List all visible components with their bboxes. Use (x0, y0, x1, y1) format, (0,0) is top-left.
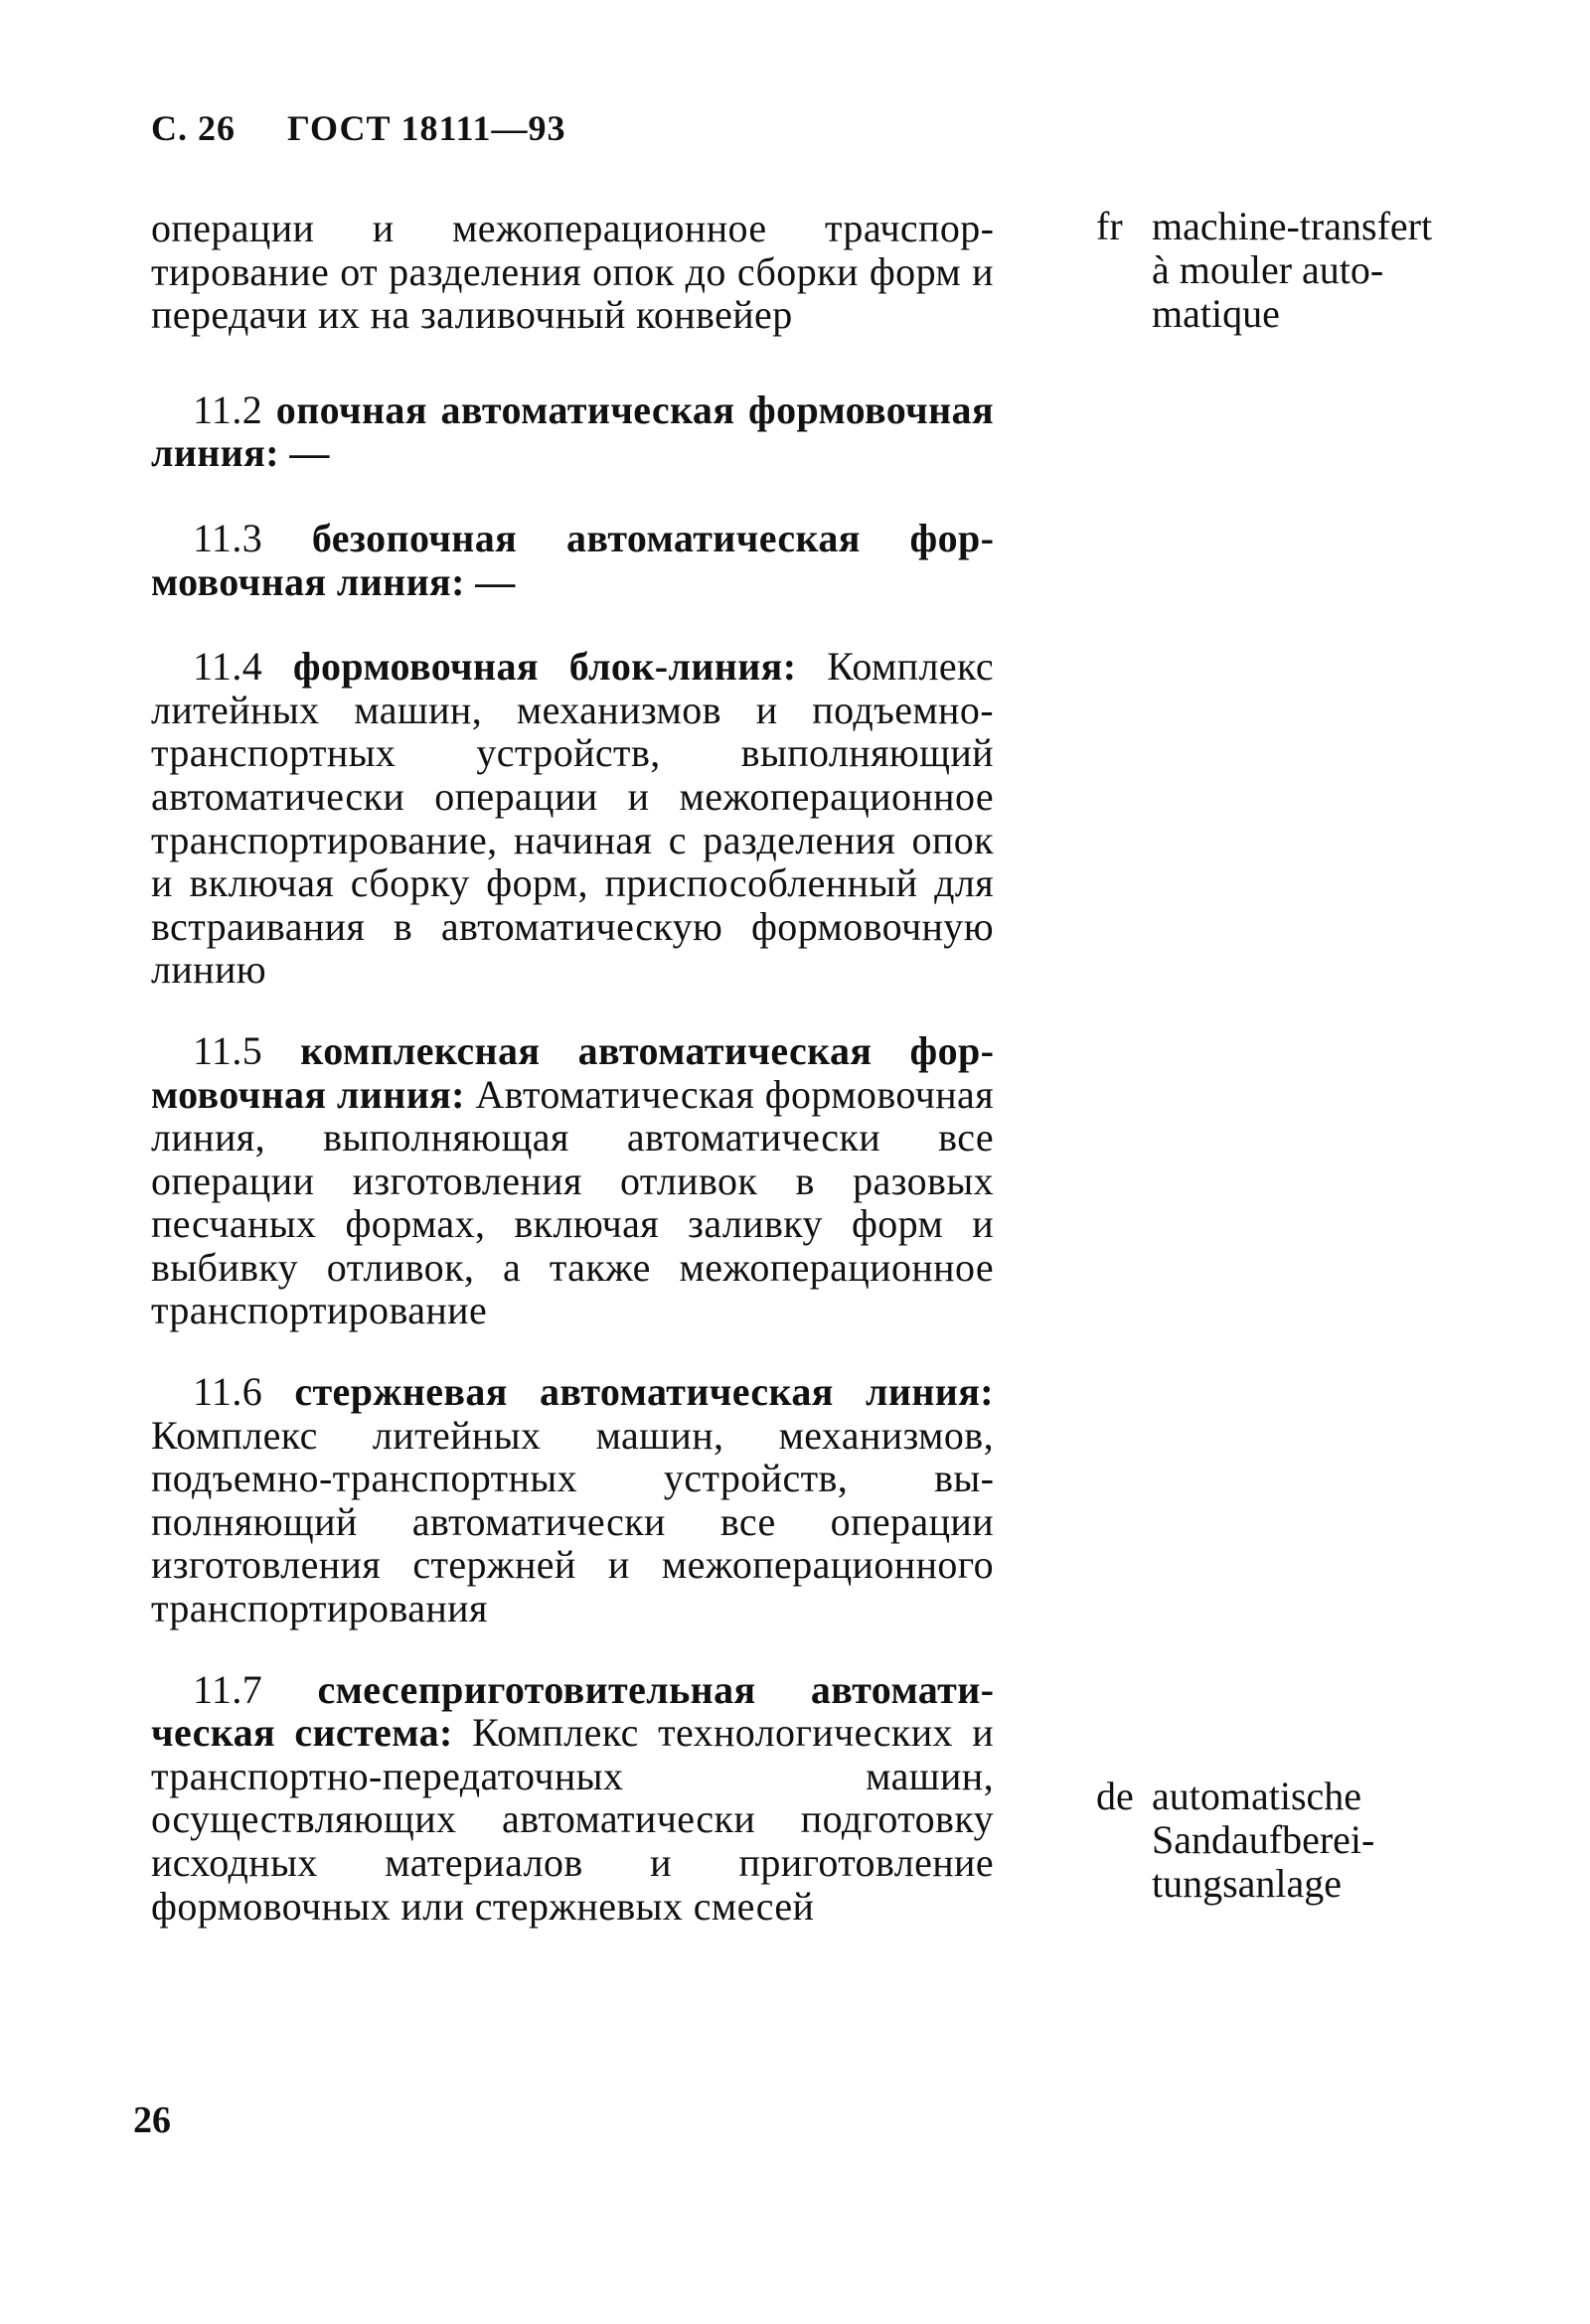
entry-number: 11.4 (193, 644, 263, 690)
entry-definition: — (464, 558, 516, 604)
german-equivalent (1096, 1775, 1474, 1906)
entry-definition: Комплекс литейных машин, механизмов и подъемно-транспортных устройств, выполняющий автоматически операции и межоперационное транспортирование, начиная с разделения опок и включая сборку форм, приспособленный для встраивания в автоматическую формовочную линию (151, 644, 994, 993)
entry-term: безопочная автоматическая формовочная линия: (151, 515, 994, 604)
entry-11-3 (151, 517, 994, 603)
entry-number: 11.5 (193, 1027, 263, 1073)
language-code-de: de (1096, 1774, 1134, 1818)
language-code-fr: fr (1096, 204, 1123, 248)
entry-term: стержневая автоматическая линия: (294, 1369, 994, 1415)
entry-term: опочная автоматическая формовочная линия: (151, 387, 994, 476)
entry-definition: Комплекс технологических и транспортно-передаточных машин, осуществляющих автоматически подготовку исходных материалов и приготовление формовочных или стержневых смесей (151, 1710, 995, 1929)
entry-11-6 (151, 1370, 994, 1630)
entry-number: 11.2 (193, 387, 263, 432)
german-term: automatische Sandaufberei- tungsanlage (1152, 1774, 1375, 1906)
page-number: 26 (133, 2099, 171, 2141)
entry-term: комплексная автоматическая формовочная линия: (151, 1027, 994, 1117)
french-equivalent (1096, 205, 1474, 336)
entry-11-7 (151, 1668, 994, 1929)
entry-11-2 (151, 388, 994, 475)
header-page-label: С. 26 (151, 108, 236, 148)
main-text-column (151, 207, 994, 1928)
entry-term: формовочная блок-линия: (292, 644, 797, 690)
french-term: machine-transfert à mouler auto- matique (1152, 204, 1433, 336)
intro-continuation: операции и межоперационное трачспортирование от разделения опок до сборки форм и передачи их на заливочный конвейер (151, 206, 994, 338)
entry-definition: Комплекс литейных машин, механизмов, подъемно-транспортных устройств, выполняющий автоматически все операции изготовления стержней и межоперационного транспортирования (151, 1412, 994, 1631)
entry-11-4 (151, 645, 994, 992)
entry-definition: — (278, 430, 330, 476)
entry-term: смесеприготовительная автоматическая система: (151, 1666, 994, 1756)
entry-number: 11.3 (193, 515, 263, 560)
entry-11-5 (151, 1029, 994, 1332)
entry-number: 11.7 (193, 1666, 263, 1712)
entry-definition: Автоматическая формовочная линия, выполняющая автоматически все операции изготовления отливок в разовых песчаных формах, включая заливку форм и выбивку отливок, а также межоперационное транспортирование (151, 1071, 994, 1333)
page-header (151, 107, 566, 149)
entry-number: 11.6 (193, 1369, 263, 1415)
header-standard-number: ГОСТ 18111—93 (287, 108, 566, 148)
